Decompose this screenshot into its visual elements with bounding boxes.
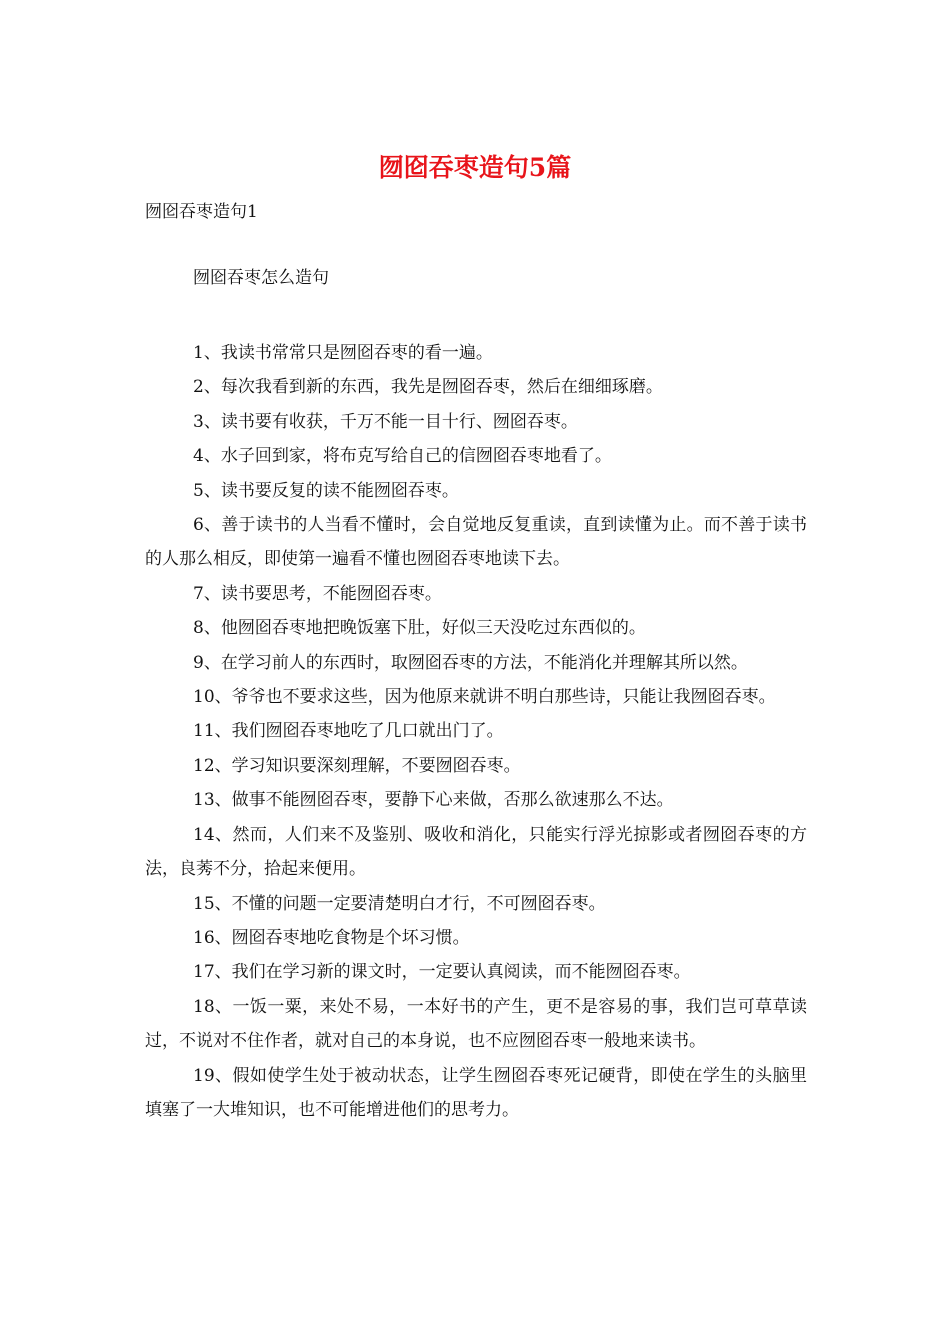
- list-item: 4、水子回到家，将布克写给自己的信囫囵吞枣地看了。: [193, 446, 612, 467]
- list-item: 11、我们囫囵吞枣地吃了几口就出门了。: [193, 721, 504, 742]
- list-item: 1、我读书常常只是囫囵吞枣的看一遍。: [193, 343, 493, 363]
- document-title: 囫囵吞枣造句5篇: [378, 153, 572, 182]
- list-item: 8、他囫囵吞枣地把晚饭塞下肚，好似三天没吃过东西似的。: [193, 618, 646, 639]
- section-heading: 囫囵吞枣怎么造句: [193, 268, 329, 288]
- sentence-list: [145, 336, 807, 1127]
- list-item: 14、然而，人们来不及鉴别、吸收和消化，只能实行浮光掠影或者囫囵吞枣的方法，良莠不分，拾起来便用。: [145, 824, 807, 880]
- list-item: 18、一饭一粟，来处不易，一本好书的产生，更不是容易的事，我们岂可草草读过，不说对不住作者，就对自己的本身说，也不应囫囵吞枣一般地来读书。: [145, 996, 807, 1052]
- list-item: 6、善于读书的人当看不懂时，会自觉地反复重读，直到读懂为止。而不善于读书的人那么相反，即使第一遍看不懂也囫囵吞枣地读下去。: [145, 515, 807, 570]
- list-item: 3、读书要有收获，千万不能一目十行、囫囵吞枣。: [193, 411, 578, 432]
- list-item: 12、学习知识要深刻理解，不要囫囵吞枣。: [193, 755, 521, 776]
- list-item: 13、做事不能囫囵吞枣，要静下心来做，否那么欲速那么不达。: [193, 790, 674, 811]
- list-item: 9、在学习前人的东西时，取囫囵吞枣的方法，不能消化并理解其所以然。: [193, 652, 748, 673]
- list-item: 7、读书要思考，不能囫囵吞枣。: [193, 583, 442, 604]
- list-item: 5、读书要反复的读不能囫囵吞枣。: [193, 480, 459, 501]
- list-item: 19、假如使学生处于被动状态，让学生囫囵吞枣死记硬背，即使在学生的头脑里填塞了一大堆知识，也不可能增进他们的思考力。: [145, 1065, 807, 1120]
- list-item: 10、爷爷也不要求这些，因为他原来就讲不明白那些诗，只能让我囫囵吞枣。: [193, 687, 776, 708]
- list-item: 16、囫囵吞枣地吃食物是个坏习惯。: [193, 927, 470, 948]
- section-subtitle: 囫囵吞枣造句1: [145, 202, 258, 222]
- list-item: 17、我们在学习新的课文时，一定要认真阅读，而不能囫囵吞枣。: [193, 962, 691, 983]
- list-item: 2、每次我看到新的东西，我先是囫囵吞枣，然后在细细琢磨。: [193, 377, 663, 398]
- list-item: 15、不懂的问题一定要清楚明白才行，不可囫囵吞枣。: [193, 893, 606, 914]
